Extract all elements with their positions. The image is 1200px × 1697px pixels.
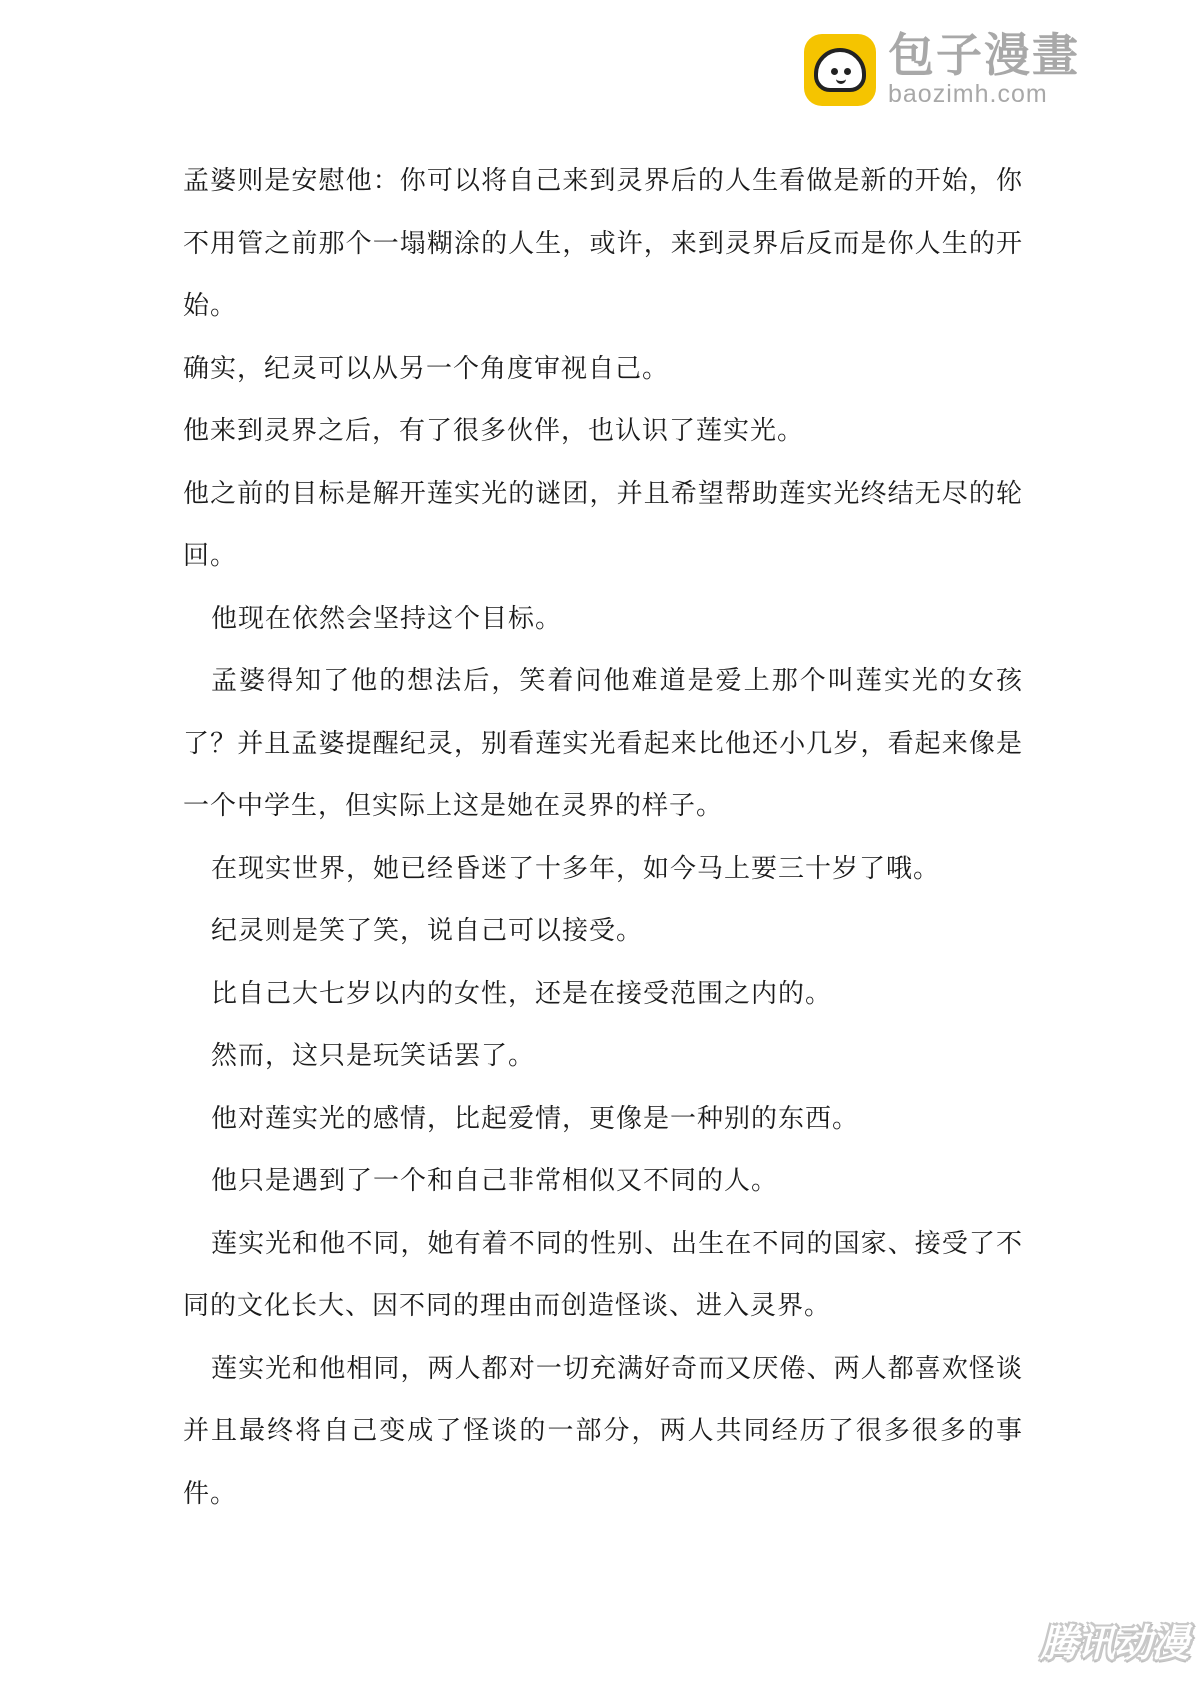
bun-shape [814, 48, 866, 92]
mascot-right-eye [844, 68, 851, 75]
paragraph: 在现实世界，她已经昏迷了十多年，如今马上要三十岁了哦。 [211, 853, 941, 884]
chapter-text [183, 150, 1023, 1525]
paragraph: 他现在依然会坚持这个目标。 [211, 603, 563, 634]
paragraph: 他只是遇到了一个和自己非常相似又不同的人。 [211, 1166, 779, 1196]
paragraph: 莲实光和他相同，两人都对一切充满好奇而又厌倦、两人都喜欢怪谈并且最终将自己变成了怪谈的一部分，两人共同经历了很多很多的事件。 [183, 1353, 1023, 1509]
logo-chinese-name: 包子漫畫 [888, 28, 1080, 82]
logo-domain: baozimh.com [888, 80, 1048, 108]
paragraph: 孟婆则是安慰他：你可以将自己来到灵界后的人生看做是新的开始，你不用管之前那个一塌糊涂的人生，或许，来到灵界后反而是你人生的开始。 [183, 166, 1023, 321]
paragraph: 他来到灵界之后，有了很多伙伴，也认识了莲实光。 [183, 416, 805, 446]
paragraph: 他之前的目标是解开莲实光的谜团，并且希望帮助莲实光终结无尽的轮回。 [183, 478, 1023, 571]
paragraph: 确实，纪灵可以从另一个角度审视自己。 [183, 353, 670, 384]
mascot-left-eye [831, 68, 838, 75]
bun-mascot-icon [804, 34, 876, 106]
paragraph: 纪灵则是笑了笑，说自己可以接受。 [211, 916, 644, 946]
paragraph: 孟婆得知了他的想法后，笑着问他难道是爱上那个叫莲实光的女孩了？并且孟婆提醒纪灵，别看莲实光看起来比他还小几岁，看起来像是一个中学生，但实际上这是她在灵界的样子。 [183, 666, 1023, 821]
logo-text [888, 28, 1080, 108]
paragraph: 他对莲实光的感情，比起爱情，更像是一种别的东西。 [211, 1103, 860, 1134]
mascot-mouth [836, 76, 846, 84]
tencent-comic-watermark: 腾讯动漫 [1039, 1621, 1188, 1665]
paragraph: 莲实光和他不同，她有着不同的性别、出生在不同的国家、接受了不同的文化长大、因不同的理由而创造怪谈、进入灵界。 [183, 1228, 1023, 1321]
paragraph: 然而，这只是玩笑话罢了。 [211, 1041, 536, 1071]
paragraph: 比自己大七岁以内的女性，还是在接受范围之内的。 [211, 978, 833, 1009]
site-logo [804, 28, 1080, 108]
